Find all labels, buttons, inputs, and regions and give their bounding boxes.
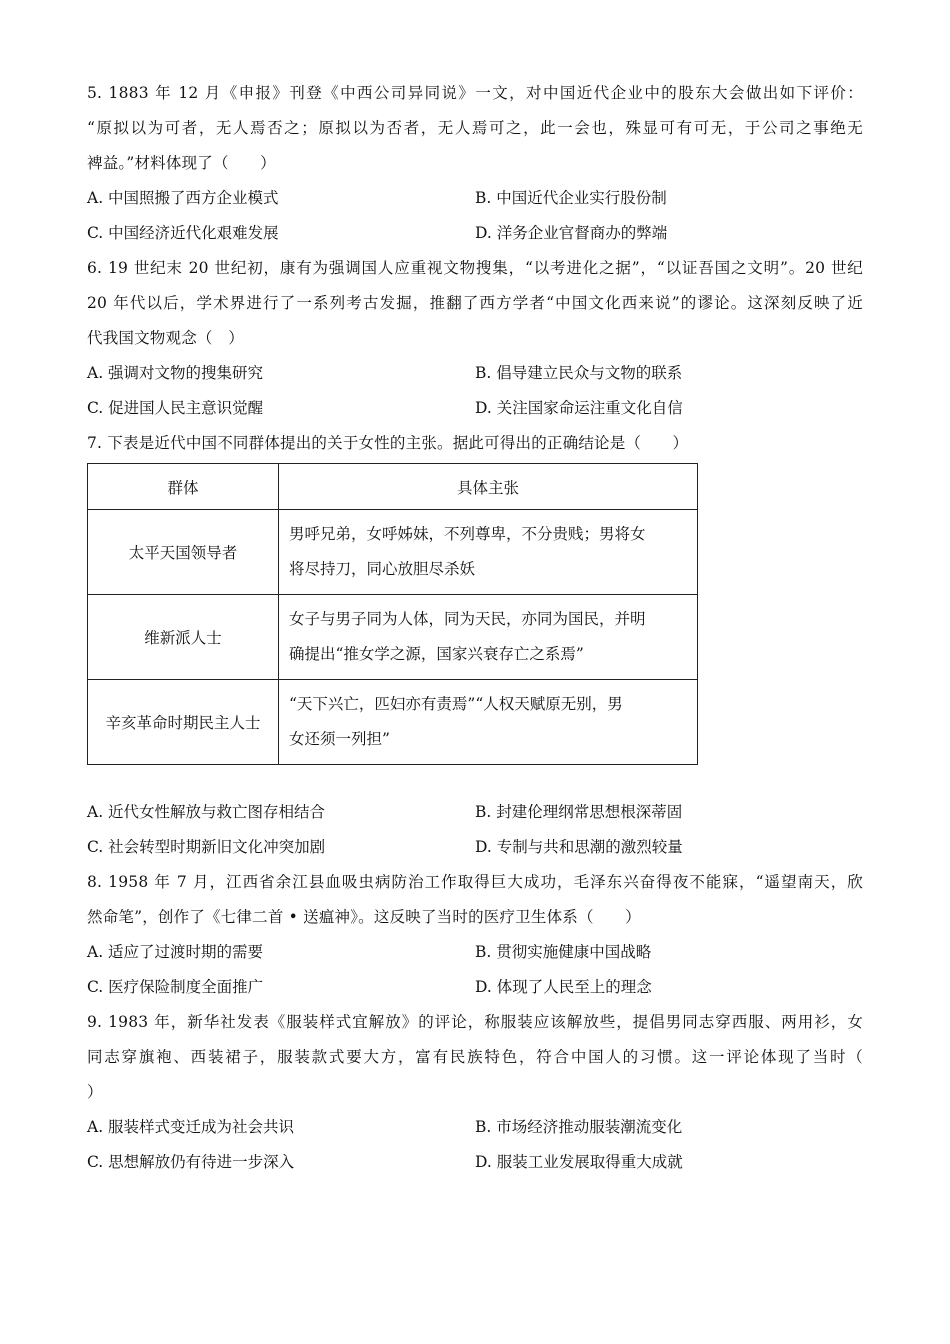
table-cell-claim xyxy=(279,510,698,595)
question-5-line-1: 5. 1883 年 12 月《申报》刊登《中西公司异同说》一文，对中国近代企业中的股东大会做出如下评价： xyxy=(87,84,863,102)
option-b: B. 倡导建立民众与文物的联系 xyxy=(475,364,683,382)
question-9-options-row-2 xyxy=(87,1145,863,1180)
question-7-options-row-1 xyxy=(87,795,863,830)
question-8-line-2: 然命笔”，创作了《七律二首 • 送瘟神》。这反映了当时的医疗卫生体系（ ） xyxy=(87,908,641,926)
question-6-options-row-2 xyxy=(87,391,863,426)
question-5-line-3: 裨益。”材料体现了（ ） xyxy=(87,154,276,172)
option-a: A. 近代女性解放与救亡图存相结合 xyxy=(87,803,326,821)
question-5-options-row-1 xyxy=(87,181,863,216)
option-c: C. 思想解放仍有待进一步深入 xyxy=(87,1153,295,1171)
option-d: D. 洋务企业官督商办的弊端 xyxy=(475,224,668,242)
option-c: C. 中国经济近代化艰难发展 xyxy=(87,224,279,242)
table-cell-claim-line: “天下兴亡，匹妇亦有责焉”“人权天赋原无别，男 xyxy=(289,695,623,713)
question-9-line-1: 9. 1983 年，新华社发表《服装样式宜解放》的评论，称服装应该解放些，提倡男同志穿西服、两用衫，女 xyxy=(87,1013,863,1031)
question-8-line-1: 8. 1958 年 7 月，江西省余江县血吸虫病防治工作取得巨大成功，毛泽东兴奋得夜不能寐，“遥望南天，欣 xyxy=(87,873,863,891)
table-cell-claim-line: 男呼兄弟，女呼姊妹，不列尊卑，不分贵贱；男将女 xyxy=(289,525,646,543)
question-9 xyxy=(87,1005,863,1180)
option-a: A. 适应了过渡时期的需要 xyxy=(87,943,264,961)
option-a: A. 中国照搬了西方企业模式 xyxy=(87,189,279,207)
option-d: D. 关注国家命运注重文化自信 xyxy=(475,399,683,417)
option-c: C. 社会转型时期新旧文化冲突加剧 xyxy=(87,838,326,856)
table-cell-claim xyxy=(279,680,698,765)
option-d: D. 服装工业发展取得重大成就 xyxy=(475,1153,683,1171)
table-cell-claim xyxy=(279,595,698,680)
table-cell-claim-line: 确提出“推女学之源，国家兴衰存亡之系焉” xyxy=(289,645,584,663)
question-9-options-row-1 xyxy=(87,1110,863,1145)
option-d: D. 体现了人民至上的理念 xyxy=(475,978,652,996)
table-row xyxy=(88,595,698,680)
table-gap xyxy=(87,765,863,795)
table-header-row xyxy=(88,464,698,510)
option-c: C. 医疗保险制度全面推广 xyxy=(87,978,264,996)
question-5-options-row-2 xyxy=(87,216,863,251)
question-6-line-2: 20 年代以后，学术界进行了一系列考古发掘，推翻了西方学者“中国文化西来说”的谬论。这深刻反映了近 xyxy=(87,294,863,312)
option-b: B. 贯彻实施健康中国战略 xyxy=(475,943,652,961)
option-a: A. 强调对文物的搜集研究 xyxy=(87,364,264,382)
question-6-line-1: 6. 19 世纪末 20 世纪初，康有为强调国人应重视文物搜集，“以考进化之据”，“以证吾国之文明”。20 世纪 xyxy=(87,259,863,277)
question-9-line-3: ） xyxy=(87,1083,103,1101)
question-7-stem: 7. 下表是近代中国不同群体提出的关于女性的主张。据此可得出的正确结论是（ ） xyxy=(87,434,689,452)
option-b: B. 中国近代企业实行股份制 xyxy=(475,189,667,207)
question-8 xyxy=(87,865,863,1005)
table-row xyxy=(88,680,698,765)
table-cell-claim-line: 女还须一列担” xyxy=(289,730,390,748)
table-cell-claim-line: 将尽持刀，同心放胆尽杀妖 xyxy=(289,560,476,578)
option-d: D. 专制与共和思潮的激烈较量 xyxy=(475,838,683,856)
option-c: C. 促进国人民主意识觉醒 xyxy=(87,399,264,417)
question-6-options-row-1 xyxy=(87,356,863,391)
question-7-options-row-2 xyxy=(87,830,863,865)
option-b: B. 市场经济推动服装潮流变化 xyxy=(475,1118,683,1136)
table-header-group: 群体 xyxy=(88,464,279,510)
table-cell-claim-line: 女子与男子同为人体，同为天民，亦同为国民，并明 xyxy=(289,610,646,628)
question-8-options-row-1 xyxy=(87,935,863,970)
option-b: B. 封建伦理纲常思想根深蒂固 xyxy=(475,803,683,821)
table-cell-group: 维新派人士 xyxy=(88,595,279,680)
question-7 xyxy=(87,426,863,865)
table-row xyxy=(88,510,698,595)
question-5 xyxy=(87,76,863,251)
question-6-line-3: 代我国文物观念（ ） xyxy=(87,329,245,347)
table-header-claim: 具体主张 xyxy=(279,464,698,510)
table-cell-group: 辛亥革命时期民主人士 xyxy=(88,680,279,765)
table-cell-group: 太平天国领导者 xyxy=(88,510,279,595)
claims-table xyxy=(87,463,698,765)
question-6 xyxy=(87,251,863,426)
exam-page xyxy=(87,76,863,1180)
question-9-line-2: 同志穿旗袍、西装裙子，服装款式要大方，富有民族特色，符合中国人的习惯。这一评论体现了当时（ xyxy=(87,1048,863,1066)
question-8-options-row-2 xyxy=(87,970,863,1005)
question-5-line-2: “原拟以为可者，无人焉否之；原拟以为否者，无人焉可之，此一会也，殊显可有可无，于公司之事绝无 xyxy=(87,119,863,137)
option-a: A. 服装样式变迁成为社会共识 xyxy=(87,1118,295,1136)
